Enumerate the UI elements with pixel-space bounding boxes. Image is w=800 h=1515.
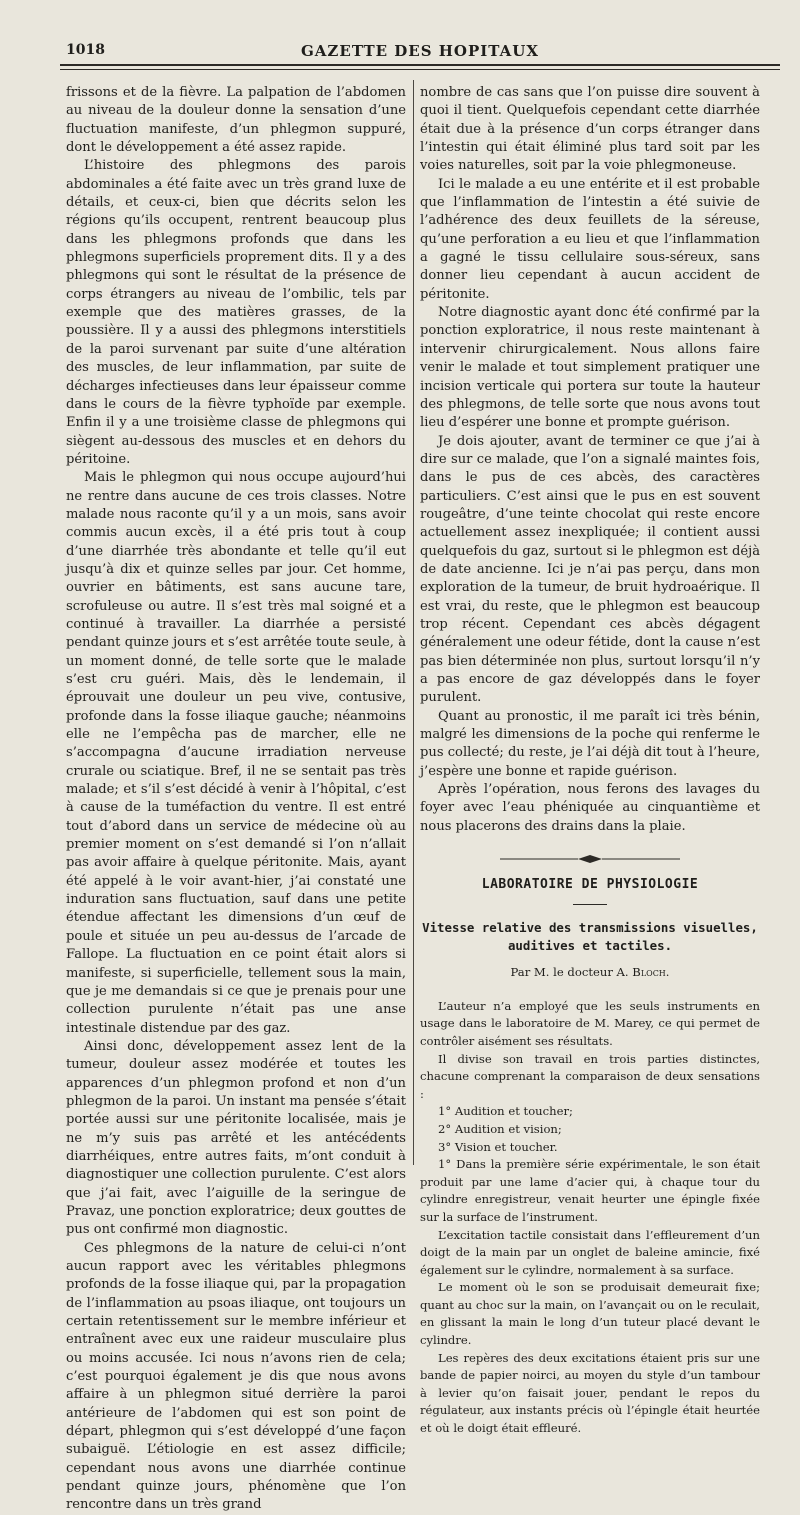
header-rule-thin (60, 69, 780, 70)
paragraph: Notre diagnostic ayant donc été confirmé par la ponction exploratrice, il nous reste maintenant à intervenir chirurgicalement. Nous allons faire venir le malade et tout simplement pratiquer une incision verticale qui portera sur toute la hauteur des phlegmons, de telle sorte que nous avons tout lieu d’espérer une bonne et prompte guérison. (420, 305, 760, 431)
byline-prefix: Par M. le docteur A. (510, 965, 633, 980)
column-divider (413, 80, 414, 1165)
section-rule (573, 904, 607, 905)
list-item: 2° Audition et vision; (438, 1121, 562, 1136)
header-rule (60, 64, 780, 66)
page-number: 1018 (66, 42, 105, 58)
byline (420, 963, 760, 981)
paragraph: Ici le malade a eu une entérite et il est probable que l’inflammation de l’intestin a été suivie de l’adhérence des deux feuillets de la séreuse, qu’une perforation a eu lieu et que l’inflammation a gagné le tissu cellulaire sous-séreux, sans donner lieu cependant à aucun accident de péritonite. (420, 176, 760, 302)
page-header (60, 40, 780, 62)
paragraph: Quant au pronostic, il me paraît ici très bénin, malgré les dimensions de la poche qui renferme le pus collecté; du reste, je l’ai déjà dit tout à l’heure, j’espère une bonne et rapide guérison. (420, 708, 760, 779)
paragraph: 1° Dans la première série expérimentale, le son était produit par une lame d’acier qui, à chaque tour du cylindre enregistreur, venait heurter une épingle fixée sur la surface de l’instrument. (420, 1157, 760, 1224)
right-column (420, 84, 760, 1438)
paragraph: Le moment où le son se produisait demeurait fixe; quant au choc sur la main, on l’avançait ou on le reculait, en glissant la main le long d’un tuteur placé devant le cylindre. (420, 1280, 760, 1348)
section-title: LABORATOIRE DE PHYSIOLOGIE (481, 877, 699, 893)
left-column (66, 84, 406, 1515)
author-name: Bloch (632, 965, 666, 980)
article-body (420, 998, 760, 1438)
ornament-divider (490, 852, 690, 866)
paragraph: L’excitation tactile consistait dans l’effleurement d’un doigt de la main par un onglet de baleine amincie, fixé également sur le cylindre, normalement à sa surface. (420, 1227, 760, 1277)
byline-suffix: . (665, 965, 670, 980)
journal-title: GAZETTE DES HOPITAUX (300, 42, 539, 60)
paragraph: Après l’opération, nous ferons des lavages du foyer avec l’eau phéniquée au cinquantième et nous placerons des drains dans la plaie. (420, 782, 760, 834)
paragraph: L’auteur n’a employé que les seuls instruments en usage dans le laboratoire de M. Marey, ce qui permet de contrôler aisément ses résultats. (420, 998, 760, 1048)
paragraph: Les repères des deux excitations étaient pris sur une bande de papier noirci, au moyen du style d’un tambour à levier qu’on faisait jouer, pendant le repos du régulateur, aux instants précis où l’épingle était heurtée et où le doigt était effleuré. (420, 1350, 760, 1436)
paragraph: nombre de cas sans que l’on puisse dire souvent à quoi il tient. Quelquefois cependant cette diarrhée était due à la présence d’un corps étranger dans l’intestin qui était éliminé plus tard soit par les voies naturelles, soit par la voie phlegmoneuse. (420, 85, 760, 174)
paragraph: Mais le phlegmon qui nous occupe aujourd’hui ne rentre dans aucune de ces trois classes. Notre malade nous raconte qu’il y a un mois, sans avoir commis aucun excès, il a été pris tout à coup d’une diarrhée très abondante et telle qu’il eut jusqu’à dix et quinze selles par jour. Cet homme, ouvrier en bâtiments, est sans aucune tare, scrofuleuse ou autre. Il s’est très mal soigné et a continué à travailler. La diarrhée a persisté pendant quinze jours et s’est arrêtée toute seule, à un moment donné, de telle sorte que le malade s’est cru guéri. Mais, dès le lendemain, il éprouvait une douleur un peu vive, contusive, profonde dans la fosse iliaque gauche; néanmoins elle ne l’empêcha pas de marcher, elle ne s’accompagna d’aucune irradiation nerveuse crurale ou sciatique. Bref, il ne se sentait pas très malade; et s’il s’est décidé à venir à l’hôpital, c’est à cause de la tuméfaction du ventre. Il est entré tout d’abord dans un service de médecine où au premier moment on s’est demandé si l’on n’allait pas avoir affaire à quelque péritonite. Mais, ayant été appelé à le voir avant-hier, j’ai constaté une induration sans fluctuation, sauf dans une petite étendue affectant les dimensions d’un œuf de poule et située un peu au-dessus de l’arcade de Fallope. La fluctuation en ce point était alors si manifeste, si superficielle, tellement sous la main, que je me demandais si ce que je prenais pour une collection purulente n’était pas une anse intestinale distendue par des gaz. (66, 470, 406, 1036)
paragraph: Il divise son travail en trois parties distinctes, chacune comprenant la comparaison de deux sensations : (420, 1051, 760, 1101)
list-item: 1° Audition et toucher; (438, 1104, 573, 1119)
paragraph: Ainsi donc, développement assez lent de la tumeur, douleur assez modérée et toutes les apparences d’un phlegmon profond et non d’un phlegmon de la paroi. Un instant ma pensée s’était portée aussi sur une péritonite localisée, mais je ne m’y suis pas arrêté et les antécédents diarrhéiques, entre autres faits, m’ont conduit à diagnostiquer une collection purulente. C’est alors que j’ai fait, avec l’aiguille de la seringue de Pravaz, une ponction exploratrice; deux gouttes de pus ont confirmé mon diagnostic. (66, 1038, 406, 1238)
paragraph: frissons et de la fièvre. La palpation de l’abdomen au niveau de la douleur donne la sensation d’une fluctuation manifeste, d’un phlegmon suppuré, dont le développement a été assez rapide. (66, 85, 406, 156)
paragraph: Je dois ajouter, avant de terminer ce que j’ai à dire sur ce malade, que l’on a signalé maintes fois, dans le pus de ces abcès, des caractères particuliers. C’est ainsi que le pus en est souvent rougeâtre, d’une teinte chocolat qui reste encore actuellement assez inexpliquée; il contient aussi quelquefois du gaz, surtout si le phlegmon est déjà de date ancienne. Ici je n’ai pas perçu, dans mon exploration de la tumeur, de bruit hydroaérique. Il est vrai, du reste, que le phlegmon est beaucoup trop récent. Cependant ces abcès dégagent généralement une odeur fétide, dont la cause n’est pas bien déterminée non plus, surtout lorsqu’il n’y a pas encore de gaz développés dans le foyer purulent. (420, 433, 760, 706)
paragraph: Ces phlegmons de la nature de celui-ci n’ont aucun rapport avec les véritables phlegmons profonds de la fosse iliaque qui, par la propagation de l’inflammation au psoas iliaque, ont toujours un certain retentissement sur le membre inférieur et entraînent avec eux une raideur musculaire plus ou moins accusée. Ici nous n’avons rien de cela; c’est pourquoi également je dis que nous avons affaire à un phlegmon situé derrière la paroi antérieure de l’abdomen qui est son point de départ, phlegmon qui s’est développé d’une façon subaiguë. L’étiologie en est assez difficile; cependant nous avons une diarrhée continue pendant quinze jours, phénomène que l’on rencontre dans un très grand (66, 1240, 406, 1513)
list-item: 3° Vision et toucher. (438, 1139, 558, 1154)
paragraph: L’histoire des phlegmons des parois abdominales a été faite avec un très grand luxe de détails, et ceux-ci, bien que décrits selon les régions qu’ils occupent, rentrent beaucoup plus dans les phlegmons profonds que dans les phlegmons superficiels proprement dits. Il y a des phlegmons qui sont le résultat de la présence de corps étrangers au niveau de l’ombilic, tels par exemple que des matières grasses, de la poussière. Il y a aussi des phlegmons interstitiels de la paroi survenant par suite d’une altération des muscles, de leur inflammation, par suite de décharges infectieuses dans leur épaisseur comme dans le cours de la fièvre typhoïde par exemple. Enfin il y a une troisième classe de phlegmons qui siègent au-dessous des muscles et en dehors du péritoine. (66, 158, 406, 467)
article-title: Vitesse relative des transmissions visuelles, auditives et tactiles. (422, 920, 758, 954)
